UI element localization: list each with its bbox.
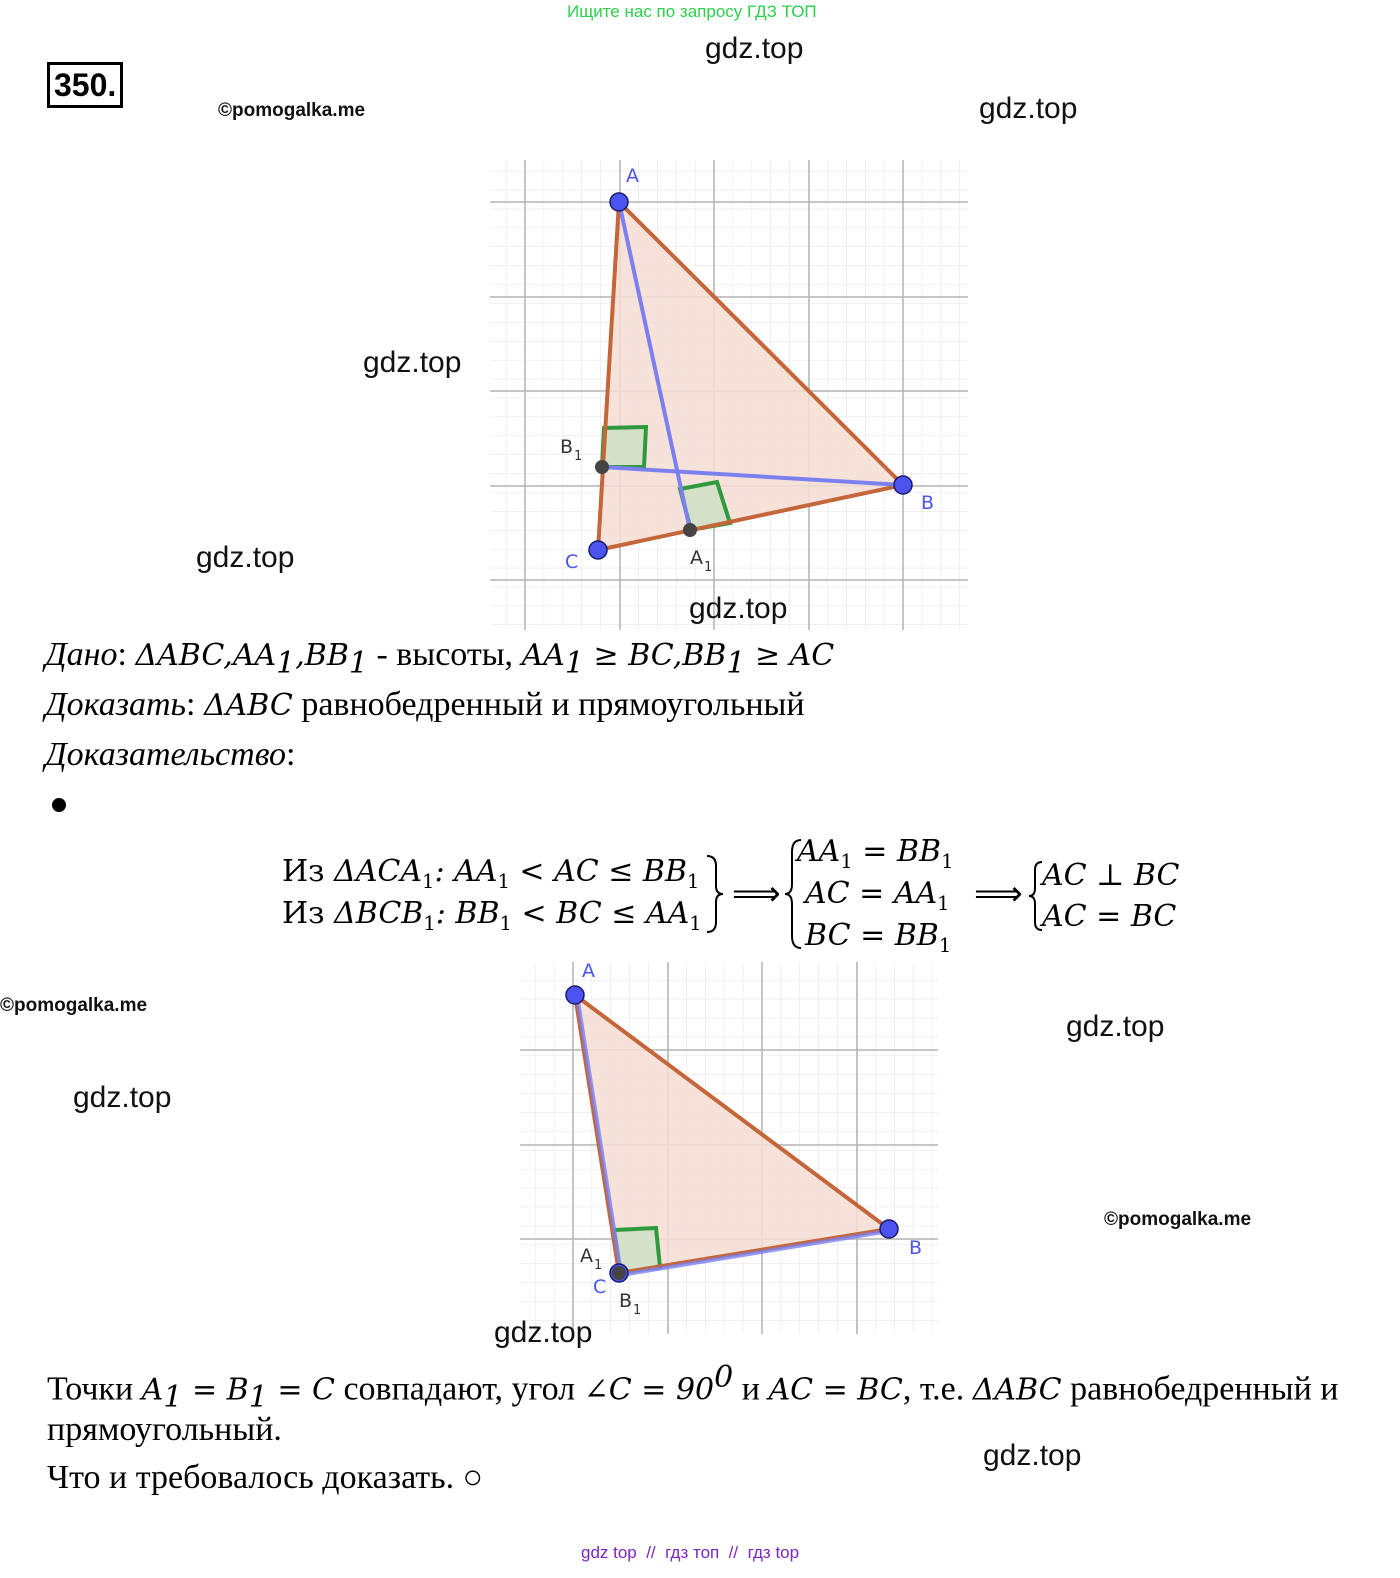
figure-triangle-isosceles-right [520, 962, 940, 1336]
point-a1 [683, 523, 697, 537]
point-a1-b1 [612, 1266, 626, 1280]
label-b: B [909, 1237, 923, 1259]
watermark-pomogalka: ©pomogalka.me [0, 995, 148, 1016]
point-a [566, 986, 584, 1004]
search-hint[interactable]: Ищите нас по запросу ГДЗ ТОП [567, 2, 817, 21]
point-c [589, 541, 607, 559]
label-c: C [593, 1276, 607, 1298]
given-line: Дано: $\Delta ABC,AA_1,BB_1$ - высоты, $AA_1 \ge BC,BB_1$ ≥ AC [45, 636, 835, 681]
label-c: C [565, 551, 579, 573]
proof-heading: Доказательство: [45, 736, 296, 773]
watermark-gdz: gdz.top [705, 32, 804, 65]
point-b [894, 476, 912, 494]
watermark-gdz: gdz.top [196, 541, 295, 574]
figure-triangle-scalene [490, 160, 970, 632]
label-a: A [626, 165, 639, 187]
watermark-gdz: gdz.top [689, 592, 788, 625]
prove-line: Доказать: ΔABC равнобедренный и прямоугольный [45, 686, 805, 723]
conclusion-line-1: Точки $A_1 = B_1 = C$ совпадают, угол ∠C = $90^0$ и AC = BC, т.е. ΔABC равнобедренный и [47, 1360, 1339, 1416]
label-a1-sub: 1 [704, 560, 713, 575]
watermark-pomogalka: ©pomogalka.me [218, 100, 366, 121]
qed-line: Что и требовалось доказать. ○ [47, 1459, 484, 1496]
conclusion-line-2: прямоугольный. [47, 1411, 282, 1448]
label-a1: A [690, 547, 703, 569]
label-a: A [582, 962, 595, 982]
task-number: 350. [47, 62, 123, 108]
bullet-point [52, 798, 66, 812]
system-2-row-2: AC = BC [1042, 899, 1177, 934]
system-1-row-2: AC = $AA_1$ [805, 876, 950, 915]
watermark-gdz: gdz.top [983, 1439, 1082, 1472]
watermark-pomogalka: ©pomogalka.me [1104, 1209, 1252, 1230]
watermark-gdz: gdz.top [73, 1081, 172, 1114]
derivation-line-2: Из $\Delta BCB_1$: $BB_1$ < BC ≤ $AA_1$ [282, 896, 702, 935]
watermark-gdz: gdz.top [979, 92, 1078, 125]
label-a1-sub: 1 [594, 1258, 603, 1273]
point-a [610, 193, 628, 211]
point-b1 [595, 460, 609, 474]
system-1-row-1: $AA_1 = BB_1$ [797, 834, 954, 873]
label-b1: B [619, 1290, 633, 1312]
system-1-row-3: BC = $BB_1$ [805, 918, 952, 957]
derivation-line-1: Из $\Delta ACA_1$: $AA_1$ < AC ≤ $BB_1$ [282, 854, 700, 893]
point-b [880, 1220, 898, 1238]
implies-arrow-2: ⟹ [974, 874, 1023, 914]
watermark-gdz: gdz.top [1066, 1010, 1165, 1043]
implies-arrow-1: ⟹ [732, 874, 781, 914]
system-2-row-1: AC ⊥ BC [1042, 858, 1180, 893]
label-a1: A [580, 1245, 593, 1267]
watermark-gdz: gdz.top [494, 1316, 593, 1349]
right-brace [704, 852, 726, 936]
label-b1-sub: 1 [574, 449, 583, 464]
footer-links[interactable]: gdz top // гдз топ // гдз top [581, 1543, 800, 1562]
label-b1: B [560, 436, 574, 458]
watermark-gdz: gdz.top [363, 346, 462, 379]
label-b: B [921, 492, 935, 514]
label-b1-sub: 1 [633, 1303, 642, 1318]
